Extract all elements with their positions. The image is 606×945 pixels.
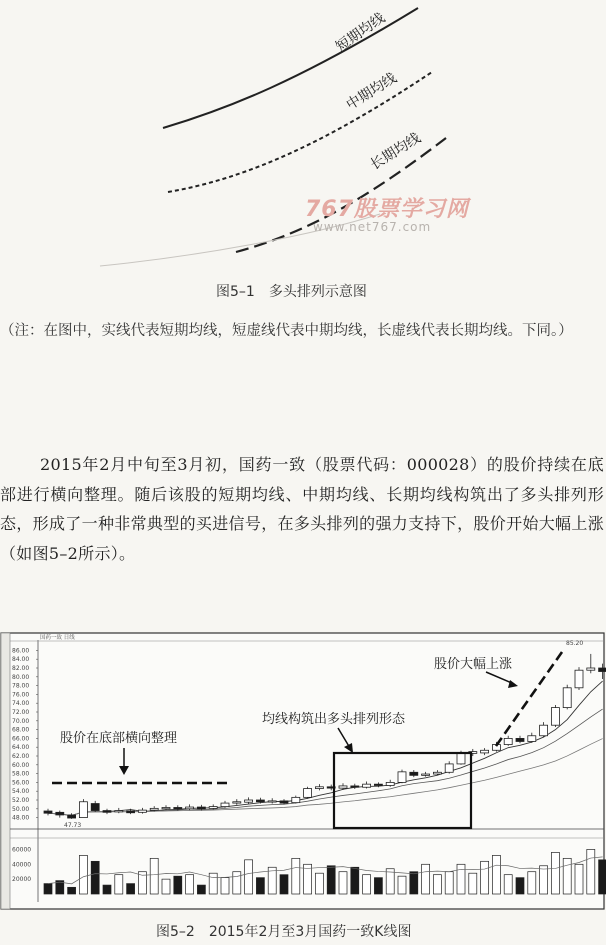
candle-body	[481, 750, 489, 753]
volume-bar	[528, 872, 536, 894]
volume-bar	[363, 875, 371, 894]
candle-body	[292, 797, 300, 802]
volume-bar	[540, 866, 548, 894]
price-tick-label: 68.00	[12, 726, 30, 734]
volume-bar	[575, 864, 583, 894]
volume-bar	[233, 872, 241, 894]
price-tick-label: 48.00	[12, 814, 30, 822]
candle-body	[433, 772, 441, 774]
volume-bar	[292, 858, 300, 894]
volume-tick-label: 40000	[12, 861, 32, 869]
price-tick-label: 84.00	[12, 656, 30, 664]
volume-bar	[410, 872, 418, 894]
price-tick-label: 76.00	[12, 691, 30, 699]
volume-bar	[351, 867, 359, 894]
candle-body	[599, 668, 606, 672]
volume-bar	[197, 885, 205, 894]
left-sidebar	[1, 633, 10, 909]
volume-bar	[221, 878, 229, 894]
price-tick-label: 86.00	[12, 647, 30, 655]
candle-body	[445, 764, 453, 772]
candle-body	[516, 738, 524, 741]
volume-bar	[91, 861, 99, 894]
volume-bar	[422, 864, 430, 894]
candle-body	[398, 772, 406, 783]
kline-chart	[0, 632, 606, 910]
candle-body	[174, 807, 182, 808]
volume-bar	[44, 884, 52, 894]
price-tick-label: 78.00	[12, 682, 30, 690]
volume-bar	[587, 849, 595, 894]
volume-bar	[209, 873, 217, 894]
price-tick-label: 70.00	[12, 717, 30, 725]
body-paragraph: 2015年2月中旬至3月初，国药一致（股票代码：000028）的股价持续在底部进行横向整理。随后该股的短期均线、中期均线、长期均线构筑出了多头排列形态，形成了一种非常典型的买进信号，在多头排列的强力支持下，股价开始大幅上涨（如图5–2所示）。	[0, 455, 604, 563]
watermark-url: www.net767.com	[313, 220, 432, 234]
volume-bar	[504, 875, 512, 894]
candle-body	[339, 786, 347, 788]
candle-body	[162, 807, 170, 808]
candle-body	[221, 803, 229, 807]
candle-body	[68, 815, 76, 818]
candle-body	[422, 774, 430, 775]
price-tick-label: 74.00	[12, 700, 30, 708]
volume-bar	[599, 860, 606, 894]
volume-bar	[186, 875, 194, 894]
candle-body	[363, 784, 371, 787]
candle-body	[197, 807, 205, 809]
volume-bar	[245, 860, 253, 894]
price-tick-label: 60.00	[12, 761, 30, 769]
candle-body	[127, 811, 135, 813]
bullish-alignment-diagram	[0, 0, 606, 280]
price-tick-label: 82.00	[12, 665, 30, 672]
candle-body	[410, 772, 418, 775]
candle-body	[56, 812, 64, 815]
candle-body	[209, 807, 217, 809]
volume-bar	[103, 885, 111, 894]
price-tick-label: 64.00	[12, 744, 30, 752]
volume-bar	[398, 876, 406, 894]
candle-body	[563, 688, 571, 708]
candle-body	[504, 738, 512, 744]
volume-tick-label: 20000	[12, 876, 32, 884]
candle-body	[150, 808, 158, 810]
price-tick-label: 50.00	[12, 805, 30, 813]
volume-bar	[256, 878, 264, 894]
candle-body	[233, 802, 241, 803]
candle-body	[304, 789, 312, 798]
price-tick-label: 72.00	[12, 709, 30, 716]
annotation-alignment: 均线构筑出多头排列形态	[262, 712, 406, 727]
figure2-caption: 图5–2 2015年2月至3月国药一致K线图	[156, 924, 412, 940]
candle-body	[256, 800, 264, 802]
candle-body	[351, 786, 359, 787]
label-mid-ma: 中期均线	[343, 70, 400, 114]
candle-body	[245, 800, 253, 802]
volume-bar	[174, 876, 182, 894]
price-tick-label: 58.00	[12, 770, 30, 778]
candle-body	[540, 725, 548, 736]
candle-body	[115, 811, 123, 812]
volume-bar	[162, 879, 170, 894]
volume-bar	[374, 878, 382, 894]
candle-body	[91, 804, 99, 811]
figure1-caption: 图5–1 多头排列示意图	[216, 284, 367, 300]
volume-bar	[68, 887, 76, 894]
volume-bar	[457, 864, 465, 894]
chart-title: 国药一致 日线	[40, 635, 75, 641]
low-label: 47.73	[64, 822, 82, 829]
candle-body	[374, 784, 382, 785]
volume-bar	[445, 872, 453, 894]
candle-body	[103, 811, 111, 813]
annotation-surge: 股价大幅上涨	[434, 657, 513, 672]
candle-body	[268, 801, 276, 802]
price-tick-label: 54.00	[12, 788, 30, 796]
price-tick-label: 56.00	[12, 779, 30, 787]
candle-body	[587, 668, 595, 670]
volume-bar	[433, 875, 441, 894]
price-tick-label: 62.00	[12, 753, 30, 760]
price-tick-label: 80.00	[12, 673, 30, 681]
price-tick-label: 52.00	[12, 797, 30, 804]
volume-bar	[327, 866, 335, 894]
volume-bar	[469, 873, 477, 894]
volume-bar	[150, 858, 158, 894]
candle-body	[315, 787, 323, 789]
volume-bar	[79, 855, 87, 894]
candle-body	[386, 782, 394, 785]
volume-bar	[551, 852, 559, 894]
candle-body	[575, 670, 583, 688]
mid-ma-line	[168, 72, 432, 192]
candle-body	[44, 811, 52, 813]
candle-body	[280, 801, 288, 803]
peak-label: 85.20	[566, 640, 584, 647]
volume-bar	[492, 855, 500, 894]
volume-bar	[563, 858, 571, 894]
annotation-consolidation: 股价在底部横向整理	[60, 731, 178, 746]
volume-bar	[280, 875, 288, 894]
candle-body	[138, 810, 146, 812]
watermark-logo: 767股票学习网	[305, 197, 469, 222]
candle-body	[457, 753, 465, 764]
label-long-ma: 长期均线	[367, 130, 424, 174]
price-tick-label: 66.00	[12, 735, 30, 743]
volume-bar	[115, 875, 123, 894]
volume-bar	[315, 873, 323, 894]
label-short-ma: 短期均线	[333, 10, 389, 56]
candle-body	[551, 708, 559, 726]
volume-tick-label: 60000	[12, 846, 32, 854]
volume-bar	[339, 872, 347, 894]
candle-body	[79, 802, 87, 818]
candle-body	[528, 736, 536, 742]
volume-bar	[516, 878, 524, 894]
volume-bar	[481, 861, 489, 894]
volume-bar	[127, 884, 135, 894]
figure-note: （注：在图中，实线代表短期均线，短虚线代表中期均线，长虚线代表长期均线。下同。）	[0, 323, 573, 339]
candle-body	[186, 807, 194, 809]
